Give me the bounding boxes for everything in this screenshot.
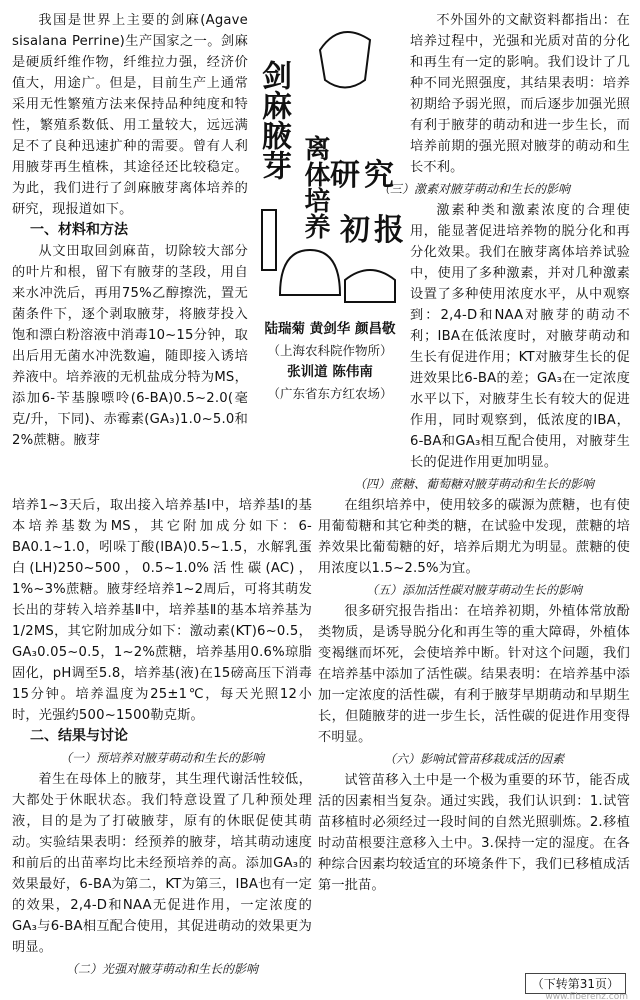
subsection-heading-light: （二）光强对腋芽萌动和生长的影响 xyxy=(65,962,258,976)
left-column-top xyxy=(12,10,248,451)
left-column-bottom xyxy=(12,495,312,980)
charcoal-paragraph: 很多研究报告指出：在培养初期，外植体常放酚类物质，是诱导脱分化和再生等的重大障碍，外植体变褐继而坏死，会使培养中断。针对这个问题，我们在培养基中添加了活性碳。结果表明：在培养基中添加一定浓度的活性碳，有利于腋芽早期萌动和早期生长，但随腋芽的进一步生长，活性碳的促进作用变得不明显。 xyxy=(318,604,630,745)
subsection-heading-transplant: （六）影响试管苗移栽成活的因素 xyxy=(383,752,564,766)
author-names-2: 张训道 陈伟南 xyxy=(287,364,373,380)
author-org-1: （上海农科院作物所） xyxy=(267,343,393,358)
subsection-heading-pretreatment: （一）预培养对腋芽萌动和生长的影响 xyxy=(59,751,264,765)
pretreatment-paragraph: 着生在母体上的腋芽，其生理代谢活性较低，大都处于休眠状态。我们特意设置了几种预处理液，目的是为了打破腋芽，原有的休眠促使其萌动。实验结果表明：经预养的腋芽，培其萌动速度和前后的出苗率均比未经预培养的高。添加GA₃的效果最好，6-BA为第二，KT为第三，IBA也有一定的效果，2,4-D和NAA无促进作用，一定浓度的GA₃与6-BA相互配合使用，其促进萌动的效果更为明显。 xyxy=(12,772,312,955)
title-line-1: 剑麻腋芽 xyxy=(256,60,291,180)
subsection-heading-sugars: （四）蔗糖、葡萄糖对腋芽萌动和生长的影响 xyxy=(353,477,594,491)
right-column-top xyxy=(410,10,630,178)
section-heading-results: 二、结果与讨论 xyxy=(30,728,128,744)
hormones-paragraph: 激素种类和激素浓度的合理使用，能显著促进培养物的脱分化和再分化效果。我们在腋芽离体培养试验中，使用了多种激素，并对几种激素设置了多种使用浓度水平，从中观察到：2,4-D和NAA对腋芽的萌动不利；IBA在低浓度时，对腋芽萌动和生长有促进作用；KT对腋芽生长的促进效果比6-BA的差；GA₃在一定浓度水平以下，对腋芽生长有较大的促进作用，同时观察到，低浓度的IBA，6-BA和GA₃相互配合使用，对腋芽生长的促进作用更加明显。 xyxy=(410,203,630,470)
light-discussion-paragraph: 不外国外的文献资料都指出：在培养过程中，光强和光质对苗的分化和再生有一定的影响。我们设计了几种不同光照强度，其结果表明：培养初期给予弱光照，而后逐步加强光照有利于腋芽的萌动和进一步生长，而培养前期的强光照对腋芽的萌动和生长不利。 xyxy=(410,13,630,175)
intro-paragraph: 我国是世界上主要的剑麻(Agave sisalana Perrine)生产国家之一。剑麻是硬质纤维作物，纤维拉力强，经济价值大，用途广。但是，目前生产上通常采用无性繁殖方法来保持品种纯度和特性，繁殖系数低、用工量较大，远远满足不了良种迅速扩种的需要。曾有人利用腋芽再生植株，其途径还比较稳定。为此，我们进行了剑麻腋芽离体培养的研究，现报道如下。 xyxy=(12,13,248,217)
test-tube-icon xyxy=(262,210,276,270)
title-line-2: 离体培养 xyxy=(300,135,330,239)
methods-paragraph: 从文田取回剑麻苗，切除较大部分的叶片和根，留下有腋芽的茎段，用自来水冲洗后，再用75%乙醇擦洗，置无菌条件下，逐个剥取腋芽，将腋芽投入饱和漂白粉溶液中消毒10~15分钟，取出后用无菌水冲洗数遍，随即接入诱培养液中。培养液的无机盐成分特为MS，添加6-苄基腺嘌呤(6-BA)0.5~2.0(毫克/升，下同)、赤霉素(GA₃)1.0~5.0和2%蔗糖。腋芽 xyxy=(12,244,248,448)
methods-continued-paragraph: 培养1~3天后，取出接入培养基Ⅰ中，培养基Ⅰ的基本培养基数为MS，其它附加成分如下：6-BA0.1~1.0，吲哚丁酸(IBA)0.5~1.5，水解乳蛋白(LH)250~500，0.5~1.0%活性碳(AC)，1%~3%蔗糖。腋芽经培养1~2周后，可将其萌发长出的芽转入培养基Ⅱ中，培养基Ⅱ的基本培养基为1/2MS，其它附加成分如下：激动素(KT)6~0.5，GA₃0.05~0.5，1~2%蔗糖，培养基用0.6%琼脂固化，pH调至5.8，培养基(液)在15磅高压下消毒15分钟。培养温度为25±1℃，每天光照12小时，光强约500~1500勒克斯。 xyxy=(12,498,312,723)
transplant-paragraph: 试管苗移入土中是一个极为重要的环节，能否成活的因素相当复杂。通过实践，我们认识到：1.试管苗移植时必须经过一段时间的自然光照驯炼。2.移植时动苗根要注意移入土中。3.保持一定的湿度。在各种综合因素均较适宜的环境条件下，我们已移植成活第一批苗。 xyxy=(318,773,630,893)
right-column xyxy=(318,10,630,896)
subsection-heading-charcoal: （五）添加活性碳对腋芽萌动生长的影响 xyxy=(365,583,582,597)
hormones-wrap xyxy=(410,200,630,473)
subsection-heading-hormones: （三）激素对腋芽萌动和生长的影响 xyxy=(377,182,570,196)
author-names-1: 陆瑞菊 黄剑华 颜昌敬 xyxy=(264,321,396,337)
site-watermark: www.fiberenz.com xyxy=(545,992,628,1000)
title-line-3: 研究 xyxy=(330,158,398,193)
author-org-2: （广东省东方红农场） xyxy=(267,386,393,401)
continued-page-note: （下转第31页） xyxy=(525,973,626,994)
sugars-paragraph: 在组织培养中，使用较多的碳源为蔗糖，也有使用葡萄糖和其它种类的糖，在试验中发现，蔗糖的培养效果比葡萄糖的好，培养后期尤为明显。蔗糖的使用浓度以1.5~2.5%为宜。 xyxy=(318,498,630,576)
title-line-4: 初报 xyxy=(340,213,408,248)
section-heading-materials: 一、材料和方法 xyxy=(30,222,128,238)
